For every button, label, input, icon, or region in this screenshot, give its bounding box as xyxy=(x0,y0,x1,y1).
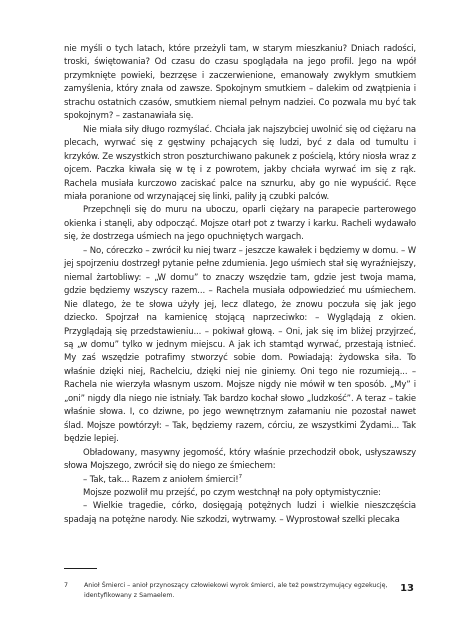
paragraph-text: – Tak, tak... Razem z aniołem śmierci! xyxy=(83,474,239,485)
footnote xyxy=(64,581,404,601)
footnote-reference: 7 xyxy=(238,473,242,480)
paragraph: Nie miała siły długo rozmyślać. Chciała jak najszybciej uwolnić się od ciężaru na plecach, wyrwać się z gęstwiny pchających się ludzi, być z dala od tumultu i krzyków. Ze wszystkich stron poszturchiwano pakunek z pościelą, który niosła wraz z ojcem. Paczka kiwała się w tę i z powrotem, jakby chciała wyrwać im się z rąk. Rachela musiała kurczowo zaciskać palce na sznurku, aby go nie wypuścić. Ręce miała poranione od wrzynającej się linki, paliły ją czubki palców. xyxy=(64,124,416,202)
body-text xyxy=(64,43,416,527)
paragraph: – Wielkie tragedie, córko, dosięgają potężnych ludzi i wielkie nieszczęścia spadają na potężne narody. Nie szkodzi, wytrwamy. – Wyprostował szelki plecaka xyxy=(64,501,416,525)
paragraph: nie myśli o tych latach, które przeżyli tam, w starym mieszkaniu? Dniach radości, troski, świętowania? Od czasu do czasu spoglądała na jego profil. Jego na wpół przymknięte powieki, bezrzęse i zaczerwienione, emanowały zwykłym smutkiem zamyślenia, który znała od zawsze. Spokojnym smutkiem – dalekim od zwątpienia i strachu ostatnich czasów, smutkiem niemal pełnym nadziei. Co pozwala mu być tak spokojnym? – zastanawiała się. xyxy=(64,44,416,122)
footnote-divider xyxy=(64,568,97,569)
paragraph: Przepchnęli się do muru na uboczu, oparli ciężary na parapecie parterowego okienka i stanęli, aby odpocząć. Mojsze otarł pot z twarzy i karku. Racheli wydawało się, że dostrzega uśmiech na jego opuchniętych wargach. xyxy=(64,205,416,243)
footnote-text: Anioł Śmierci – anioł przynoszący człowiekowi wyrok śmierci, ale też powstrzymujący egzekucję, identyfikowany z Samaelem. xyxy=(84,582,388,599)
footnote-number: 7 xyxy=(64,582,69,589)
paragraph-with-footnote-ref xyxy=(64,474,416,487)
page-number: 13 xyxy=(400,583,414,594)
paragraph: – No, córeczko – zwrócił ku niej twarz – jeszcze kawałek i będziemy w domu. – W jej spojrzeniu dostrzegł pytanie pełne zdumienia. Jego uśmiech stał się wyraźniejszy, niemal żartobliwy: – „W domu” to znaczy wszędzie tam, gdzie jest twoja mama, gdzie będziemy wszyscy razem... – Rachela musiała odpowiedzieć mu uśmiechem. Nie dlatego, że te słowa użyły jej, lecz dlatego, że znowu poczuła się jak jego dziecko. Spojrzał na kamienicę stojącą naprzeciwko: – Wyglądają z okien. Przyglądają się przedstawieniu... – pokiwał głową. – Oni, jak się im bliżej przyjrzeć, są „w domu” tylko w jednym miejscu. A jak ich stamtąd wyrwać, przestają istnieć. My zaś wszędzie potrafimy stworzyć sobie dom. Powiadają: żydowska siła. To właśnie dzięki niej, Rachelciu, dzięki niej nie giniemy. Oni tego nie rozumieją... – Rachela nie wierzyła własnym uszom. Mojsze nigdy nie mówił w ten sposób. „My” i „oni” nigdy dla niego nie istniały. Tak bardzo kochał słowo „ludzkość”. A teraz – takie właśnie słowa. I, co dziwne, po jego wewnętrznym załamaniu nie pozostał nawet ślad. Mojsze powtórzył: – Tak, będziemy razem, córciu, ze wszystkimi Żydami... Tak będzie lepiej. xyxy=(64,245,416,445)
paragraph: Mojsze pozwolił mu przejść, po czym westchnął na poły optymistycznie: xyxy=(83,487,381,498)
paragraph: Obładowany, masywny jegomość, który właśnie przechodził obok, usłyszawszy słowa Mojszego, zwrócił się do niego ze śmiechem: xyxy=(64,447,416,472)
